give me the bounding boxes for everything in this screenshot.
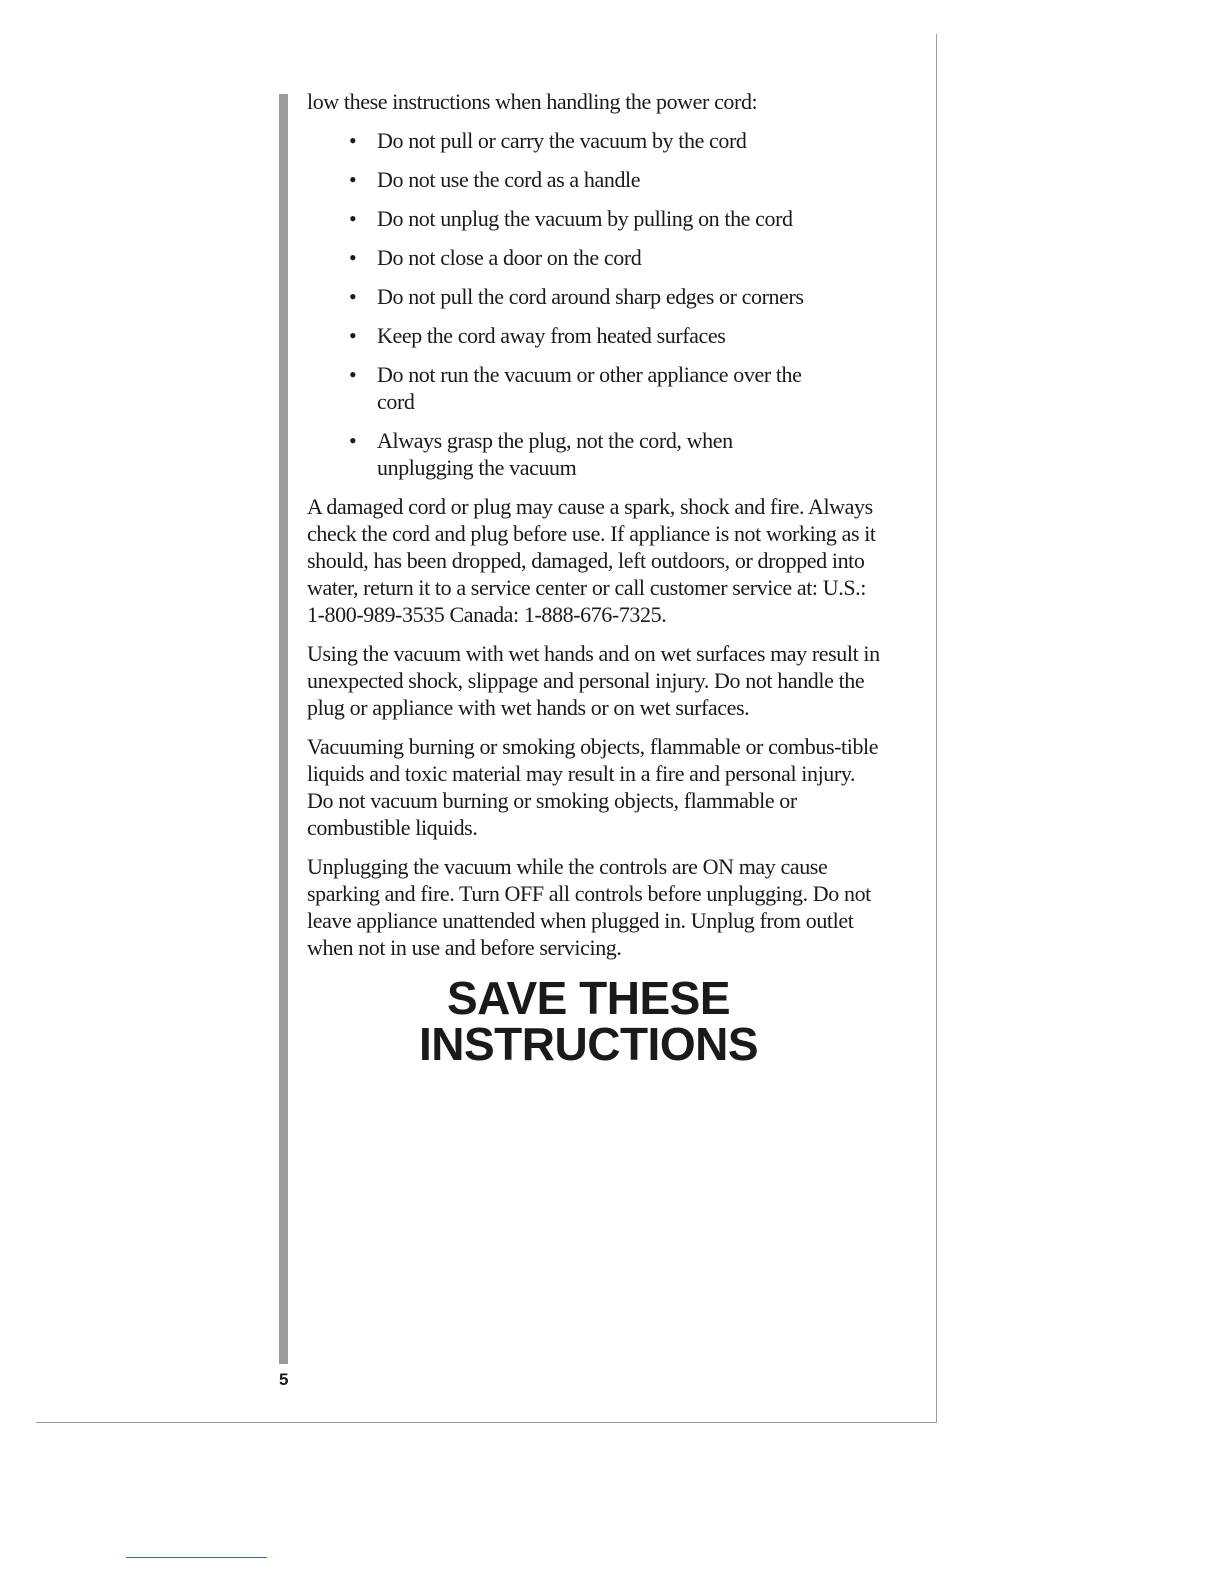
list-item [307,244,882,271]
list-item-text: Do not unplug the vacuum by pulling on the cord [377,206,793,231]
wet-hands-paragraph: Using the vacuum with wet hands and on wet surfaces may result in unexpected shock, slippage and personal injury. Do not handle the plug or appliance with wet hands or on wet surfaces. [307,641,880,720]
bullet-icon: • [349,167,357,192]
heading-line-2: INSTRUCTIONS [419,1018,758,1070]
list-item [307,127,882,154]
crop-line-right [936,34,937,1423]
cord-instructions-list [307,127,882,481]
list-item [307,361,882,415]
list-item-text: Do not pull the cord around sharp edges or corners [377,284,804,309]
bullet-icon: • [349,428,357,453]
flammable-paragraph: Vacuuming burning or smoking objects, flammable or combus-tible liquids and toxic material may result in a fire and personal injury. Do not vacuum burning or smoking objects, flammable or combustible liquids. [307,734,879,840]
side-bar [279,94,288,1364]
intro-text: low these instructions when handling the power cord: [307,89,758,114]
crop-line-bottom [36,1422,937,1423]
list-item-text: Do not pull or carry the vacuum by the cord [377,128,747,153]
page-content [307,88,882,1070]
list-item-text: Do not run the vacuum or other appliance over the cord [377,362,802,414]
unplugging-paragraph: Unplugging the vacuum while the controls are ON may cause sparking and fire. Turn OFF all controls before unplugging. Do not leave appliance unattended when plugged in. Unplug from outlet when not in use and before servicing. [307,854,871,960]
bullet-icon: • [349,206,357,231]
list-item [307,166,882,193]
list-item [307,205,882,232]
list-item-text: Do not close a door on the cord [377,245,642,270]
list-item-text: Always grasp the plug, not the cord, when unplugging the vacuum [377,428,733,480]
save-instructions-heading [307,972,882,1070]
list-item [307,427,882,481]
list-item [307,322,882,349]
bullet-icon: • [349,323,357,348]
bullet-icon: • [349,362,357,387]
footer-rule [126,1557,267,1558]
bullet-icon: • [349,128,357,153]
list-item [307,283,882,310]
damaged-cord-paragraph: A damaged cord or plug may cause a spark, shock and fire. Always check the cord and plug before use. If appliance is not working as it should, has been dropped, damaged, left outdoors, or dropped into water, return it to a service center or call customer service at: U.S.: 1-800-989-3535 Canada: 1-888-676-7325. [307,494,876,627]
heading-line-1: SAVE THESE [447,972,730,1024]
bullet-icon: • [349,284,357,309]
list-item-text: Do not use the cord as a handle [377,167,641,192]
page-number: 5 [279,1370,289,1389]
list-item-text: Keep the cord away from heated surfaces [377,323,726,348]
bullet-icon: • [349,245,357,270]
